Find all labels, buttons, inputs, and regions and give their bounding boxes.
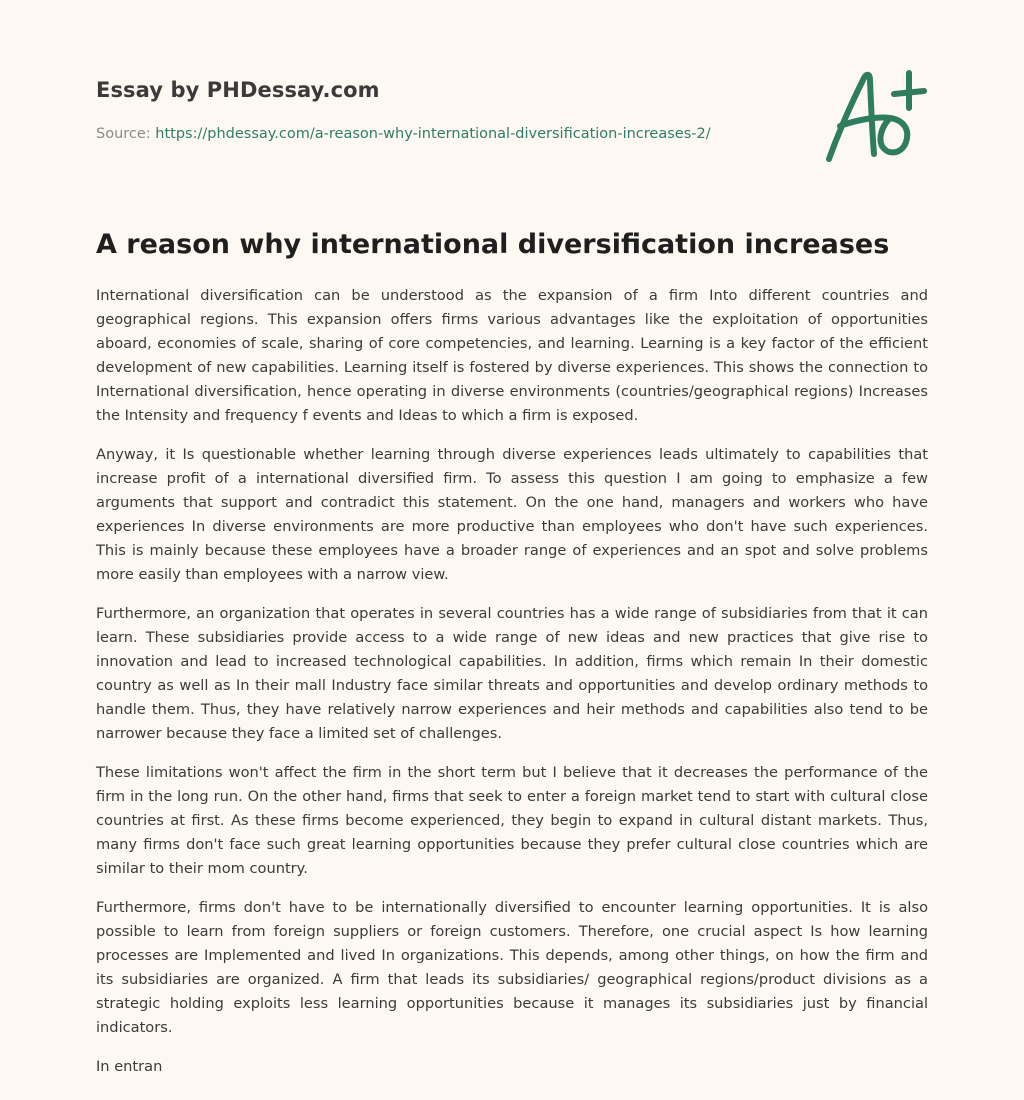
a-plus-grade-icon — [820, 64, 930, 168]
paragraph: Furthermore, an organization that operates in several countries has a wide range of subsidiaries from that it can learn. These subsidiaries provide access to a wide range of new ideas and new practices that give rise to innovation and lead to increased technological capabilities. In addition, firms which remain In their domestic country as well as In their mall Industry face similar threats and opportunities and develop ordinary methods to handle them. Thus, they have relatively narrow experiences and heir methods and capabilities also tend to be narrower because they face a limited set of challenges. — [96, 605, 928, 742]
paragraph: These limitations won't affect the firm in the short term but I believe that it decreases the performance of the firm in the long run. On the other hand, firms that seek to enter a foreign market tend to start with cultural close countries at first. As these firms become experienced, they begin to expand in cultural distant markets. Thus, many firms don't face such great learning opportunities because they prefer cultural close countries which are similar to their mom country. — [96, 764, 928, 877]
paragraph: Anyway, it Is questionable whether learning through diverse experiences leads ultimately to capabilities that increase profit of a international diversified firm. To assess this question I am going to emphasize a few arguments that support and contradict this statement. On the one hand, managers and workers who have experiences In diverse environments are more productive than employees who don't have such experiences. This is mainly because these employees have a broader range of experiences and an spot and solve problems more easily than employees with a narrow view. — [96, 446, 928, 583]
brand-title: Essay by PHDessay.com — [96, 78, 380, 102]
page-header — [96, 76, 796, 144]
source-link[interactable]: https://phdessay.com/a-reason-why-international-diversification-increases-2/ — [155, 126, 711, 142]
paragraph-truncated: In entran — [96, 1058, 163, 1075]
essay-body — [96, 284, 928, 1094]
essay-title: A reason why international diversification increases — [96, 229, 890, 260]
source-label: Source: — [96, 126, 151, 142]
source-line — [96, 124, 796, 144]
paragraph: Furthermore, firms don't have to be internationally diversified to encounter learning opportunities. It is also possible to learn from foreign suppliers or foreign customers. Therefore, one crucial aspect Is how learning processes are Implemented and lived In organizations. This depends, among other things, on how the firm and its subsidiaries are organized. A firm that leads its subsidiaries/ geographical regions/product divisions as a strategic holding exploits less learning opportunities because it manages its subsidiaries just by financial indicators. — [96, 899, 928, 1036]
paragraph: International diversification can be understood as the expansion of a firm Into different countries and geographical regions. This expansion offers firms various advantages like the exploitation of opportunities aboard, economies of scale, sharing of core competencies, and learning. Learning is a key factor of the efficient development of new capabilities. Learning itself is fostered by diverse experiences. This shows the connection to International diversification, hence operating in diverse environments (countries/geographical regions) Increases the Intensity and frequency f events and Ideas to which a firm is exposed. — [96, 287, 928, 424]
